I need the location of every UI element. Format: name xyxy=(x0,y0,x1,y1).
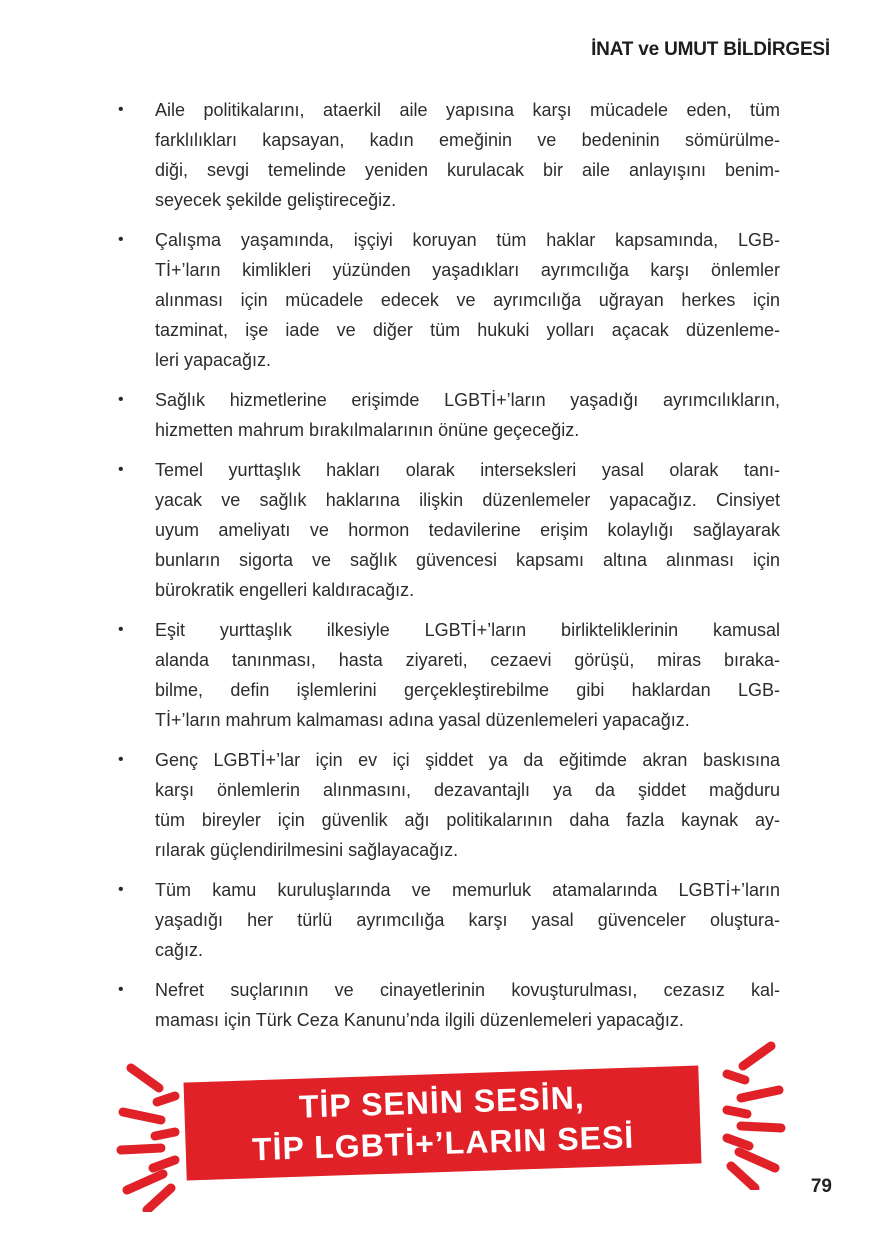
paragraph-text xyxy=(155,385,780,445)
list-item xyxy=(118,95,780,215)
list-item xyxy=(118,975,780,1035)
paragraph-line: Sağlık hizmetlerine erişimde LGBTİ+’ların yaşadığı ayrımcılıkların, xyxy=(155,390,780,410)
paragraph-line: Genç LGBTİ+’lar için ev içi şiddet ya da eğitimde akran baskısına xyxy=(155,750,780,770)
bullet-icon: • xyxy=(118,881,124,898)
list-item xyxy=(118,455,780,605)
paragraph-text xyxy=(155,745,780,865)
paragraph-line: Çalışma yaşamında, işçiyi koruyan tüm haklar kapsamında, LGB- xyxy=(155,230,780,250)
banner-ribbon xyxy=(184,1065,702,1180)
paragraph-text xyxy=(155,975,780,1035)
paragraph-line: karşı önlemlerin alınmasını, dezavantajlı ya da şiddet mağduru xyxy=(155,780,780,800)
paragraph-line: bunların sigorta ve sağlık güvencesi kapsamı altına alınması için xyxy=(155,550,780,570)
paragraph-line: bürokratik engelleri kaldıracağız. xyxy=(155,580,415,600)
bullet-icon: • xyxy=(118,981,124,998)
paragraph-line: alınması için mücadele edecek ve ayrımcılığa uğrayan herkes için xyxy=(155,290,780,310)
paragraph-line: Nefret suçlarının ve cinayetlerinin kovuşturulması, cezasız kal- xyxy=(155,980,780,1000)
list-item xyxy=(118,745,780,865)
paragraph-line: farklılıkları kapsayan, kadın emeğinin ve bedeninin sömürülme- xyxy=(155,130,780,150)
paragraph-line: bilme, defin işlemlerini gerçekleştirebilme gibi haklardan LGB- xyxy=(155,680,780,700)
paragraph-text xyxy=(155,615,780,735)
paragraph-line: yacak ve sağlık haklarına ilişkin düzenlemeler yapacağız. Cinsiyet xyxy=(155,490,780,510)
paragraph-line: maması için Türk Ceza Kanunu’nda ilgili düzenlemeleri yapacağız. xyxy=(155,1010,684,1030)
bullet-list xyxy=(118,95,780,1045)
paragraph-text xyxy=(155,875,780,965)
paragraph-line: uyum ameliyatı ve hormon tedavilerine erişim kolaylığı sağlayarak xyxy=(155,520,780,540)
paragraph-line: Aile politikalarını, ataerkil aile yapısına karşı mücadele eden, tüm xyxy=(155,100,780,120)
list-item xyxy=(118,615,780,735)
paragraph-line: cağız. xyxy=(155,940,204,960)
paragraph-line: Eşit yurttaşlık ilkesiyle LGBTİ+’ların birlikteliklerinin kamusal xyxy=(155,620,780,640)
paragraph-line: diği, sevgi temelinde yeniden kurulacak bir aile anlayışını benim- xyxy=(155,160,780,180)
page-number: 79 xyxy=(810,1176,832,1197)
paragraph-line: tazminat, işe iade ve diğer tüm hukuki yolları açacak düzenleme- xyxy=(155,320,780,340)
paragraph-line: Tİ+’ların mahrum kalmaması adına yasal düzenlemeleri yapacağız. xyxy=(155,710,690,730)
paragraph-line: tüm bireyler için güvenlik ağı politikalarının daha fazla kaynak ay- xyxy=(155,810,780,830)
banner-fringe-right-icon xyxy=(701,1040,791,1190)
bullet-icon: • xyxy=(118,391,124,408)
paragraph-line: rılarak güçlendirilmesini sağlayacağız. xyxy=(155,840,459,860)
paragraph-line: Temel yurttaşlık hakları olarak interseksleri yasal olarak tanı- xyxy=(155,460,780,480)
paragraph-text xyxy=(155,455,780,605)
banner xyxy=(105,1040,777,1205)
bullet-icon: • xyxy=(118,101,124,118)
banner-line2: TİP LGBTİ+’LARIN SESİ xyxy=(251,1118,635,1168)
banner-line1: TİP SENİN SESİN, xyxy=(298,1079,586,1125)
paragraph-line: Tİ+’ların kimlikleri yüzünden yaşadıkları ayrımcılığa karşı önlemler xyxy=(155,260,780,280)
bullet-icon: • xyxy=(118,461,124,478)
paragraph-text xyxy=(155,225,780,375)
list-item xyxy=(118,225,780,375)
page-header: İNAT ve UMUT BİLDİRGESİ xyxy=(591,39,830,60)
list-item xyxy=(118,875,780,965)
paragraph-line: hizmetten mahrum bırakılmalarının önüne geçeceğiz. xyxy=(155,420,580,440)
paragraph-line: leri yapacağız. xyxy=(155,350,272,370)
paragraph-line: alanda tanınması, hasta ziyareti, cezaevi görüşü, miras bıraka- xyxy=(155,650,780,670)
paragraph-line: yaşadığı her türlü ayrımcılığa karşı yasal güvenceler oluştura- xyxy=(155,910,780,930)
bullet-icon: • xyxy=(118,751,124,768)
bullet-icon: • xyxy=(118,231,124,248)
list-item xyxy=(118,385,780,445)
paragraph-text xyxy=(155,95,780,215)
paragraph-line: Tüm kamu kuruluşlarında ve memurluk atamalarında LGBTİ+’ların xyxy=(155,880,780,900)
bullet-icon: • xyxy=(118,621,124,638)
paragraph-line: seyecek şekilde geliştireceğiz. xyxy=(155,190,397,210)
